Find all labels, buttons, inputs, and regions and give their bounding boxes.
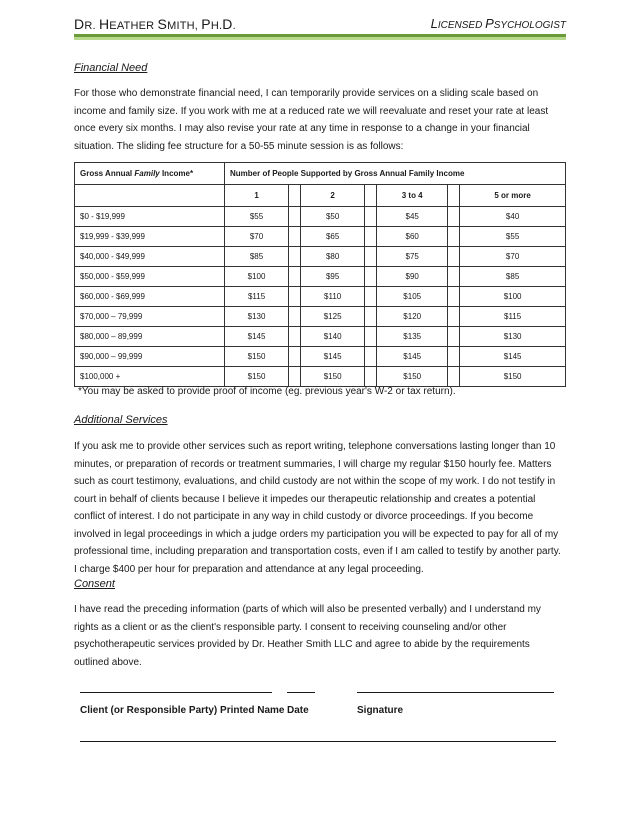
people-3: 3 to 4 [377, 185, 448, 207]
income-range: $70,000 – 79,999 [75, 307, 225, 327]
date-line[interactable] [287, 692, 315, 693]
table-row [75, 227, 566, 247]
financial-need-paragraph: For those who demonstrate financial need, I can temporarily provide services on a sliding scale based on income and family size. If you work with me at a reduced rate we will reevaluate and reset your rate at least once every six months. I may also revise your rate at any time in response to a change in your financial situation. The sliding fee structure for a 50-55 minute session is as follows: [74, 88, 549, 152]
name-initial-d: D [74, 16, 85, 32]
spacer-cell [448, 207, 460, 227]
table-row [75, 267, 566, 287]
consent-heading: Consent [74, 578, 115, 590]
doctor-name [74, 16, 236, 32]
fee-rows [75, 207, 566, 387]
fee-cell: $130 [225, 307, 289, 327]
name-part-h: H. [210, 20, 223, 32]
spacer-cell [365, 185, 377, 207]
people-column-header: Number of People Supported by Gross Annual Family Income [225, 163, 566, 185]
name-initial-h: H [98, 16, 110, 32]
income-header-italic: Family [134, 169, 160, 178]
spacer-cell [365, 227, 377, 247]
income-range: $19,999 - $39,999 [75, 227, 225, 247]
income-column-header [75, 163, 225, 185]
income-header-pre: Gross Annual [80, 169, 135, 178]
table-row [75, 347, 566, 367]
fee-cell: $55 [225, 207, 289, 227]
fee-cell: $120 [377, 307, 448, 327]
table-row [75, 207, 566, 227]
spacer-cell [289, 367, 301, 387]
printed-name-label: Client (or Responsible Party) Printed Name [80, 705, 285, 716]
table-row [75, 307, 566, 327]
fee-cell: $85 [225, 247, 289, 267]
name-part-eather: EATHER [109, 20, 158, 32]
spacer-cell [365, 307, 377, 327]
income-range: $100,000 + [75, 367, 225, 387]
fee-cell: $80 [301, 247, 365, 267]
name-part-dot: . [232, 20, 236, 32]
spacer-cell [448, 267, 460, 287]
fee-cell: $100 [225, 267, 289, 287]
fee-cell: $140 [301, 327, 365, 347]
signature-label: Signature [357, 705, 404, 716]
fee-cell: $150 [225, 367, 289, 387]
name-initial-p: P [201, 16, 211, 32]
printed-name-line[interactable] [80, 692, 272, 693]
date-label: Date [287, 705, 309, 716]
fee-cell: $135 [377, 327, 448, 347]
fee-cell: $125 [301, 307, 365, 327]
fee-cell: $150 [301, 367, 365, 387]
table-row [75, 247, 566, 267]
table-row [75, 287, 566, 307]
bottom-signature-line[interactable] [80, 741, 556, 742]
table-row [75, 367, 566, 387]
spacer-cell [365, 347, 377, 367]
title-part-icensed: ICENSED [437, 20, 486, 31]
spacer-cell [289, 267, 301, 287]
spacer-cell [365, 327, 377, 347]
additional-services-paragraph: If you ask me to provide other services such as report writing, telephone conversations lasting longer than 10 minutes, or preparation of records or treatment summaries, I will charge my regular $150 hourly fee. Matters such as court testimony, evaluations, and child custody are not within the scope of my work. I do not testify in court in behalf of clients because I believe it impedes our therapeutic relationship and creates a potential conflict of interest. I do not participate in any way in child custody or divorce proceedings. If you become involved in legal proceedings in which a judge orders my participation you will be expected to pay for all of my professional time, including preparation and transportation costs, even if I am called to testify by another party. I charge $400 per hour for preparation and attendance at any legal proceeding. [74, 441, 561, 575]
income-range: $60,000 - $69,999 [75, 287, 225, 307]
table-row [75, 327, 566, 347]
signature-line[interactable] [357, 692, 554, 693]
people-count-row [75, 185, 566, 207]
spacer-cell [448, 327, 460, 347]
consent-paragraph: I have read the preceding information (parts of which will also be presented verbally) and I understand my rights as a client or as the client's responsible party. I consent to receiving counseling and/or other psychotherapeutic services provided by Dr. Heather Smith LLC and agree to abide by the requirements outlined above. [74, 604, 541, 668]
spacer-cell [448, 185, 460, 207]
fee-cell: $145 [377, 347, 448, 367]
additional-services-heading: Additional Services [74, 414, 168, 426]
table-header-row [75, 163, 566, 185]
fee-cell: $115 [225, 287, 289, 307]
income-range: $50,000 - $59,999 [75, 267, 225, 287]
spacer-cell [289, 347, 301, 367]
fee-cell: $70 [460, 247, 566, 267]
name-part-mith: MITH, [167, 20, 202, 32]
fee-cell: $100 [460, 287, 566, 307]
spacer-cell [289, 307, 301, 327]
fee-cell: $45 [377, 207, 448, 227]
fee-cell: $50 [301, 207, 365, 227]
income-header-post: Income* [159, 169, 194, 178]
spacer-cell [289, 247, 301, 267]
fee-cell: $55 [460, 227, 566, 247]
income-range: $0 - $19,999 [75, 207, 225, 227]
title-part-sychologist: SYCHOLOGIST [493, 20, 566, 31]
fee-cell: $130 [460, 327, 566, 347]
fee-cell: $65 [301, 227, 365, 247]
income-range: $90,000 – 99,999 [75, 347, 225, 367]
spacer-cell [448, 347, 460, 367]
spacer-cell [289, 185, 301, 207]
sliding-fee-table [74, 162, 566, 387]
spacer-cell [365, 207, 377, 227]
letterhead [74, 14, 566, 34]
spacer-cell [365, 267, 377, 287]
spacer-cell [289, 327, 301, 347]
spacer-cell [448, 287, 460, 307]
people-1: 1 [225, 185, 289, 207]
fee-cell: $145 [460, 347, 566, 367]
spacer-cell [448, 227, 460, 247]
spacer-cell [365, 287, 377, 307]
fee-cell: $90 [377, 267, 448, 287]
title-initial-l: L [430, 16, 438, 31]
fee-cell: $150 [377, 367, 448, 387]
spacer-cell [365, 367, 377, 387]
doctor-title [431, 16, 566, 31]
people-4: 5 or more [460, 185, 566, 207]
spacer-cell [448, 367, 460, 387]
financial-need-heading: Financial Need [74, 62, 148, 74]
name-initial-d2: D [222, 16, 233, 32]
fee-cell: $40 [460, 207, 566, 227]
income-proof-note: *You may be asked to provide proof of income (eg. previous year's W-2 or tax return). [78, 386, 456, 397]
spacer-cell [448, 307, 460, 327]
empty-cell [75, 185, 225, 207]
fee-cell: $145 [301, 347, 365, 367]
income-range: $40,000 - $49,999 [75, 247, 225, 267]
income-range: $80,000 – 89,999 [75, 327, 225, 347]
title-initial-p: P [485, 16, 494, 31]
fee-cell: $75 [377, 247, 448, 267]
fee-cell: $110 [301, 287, 365, 307]
fee-cell: $115 [460, 307, 566, 327]
fee-cell: $145 [225, 327, 289, 347]
fee-cell: $60 [377, 227, 448, 247]
fee-cell: $85 [460, 267, 566, 287]
fee-cell: $150 [225, 347, 289, 367]
spacer-cell [448, 247, 460, 267]
spacer-cell [365, 247, 377, 267]
spacer-cell [289, 207, 301, 227]
header-rule-light [74, 37, 566, 40]
fee-cell: $150 [460, 367, 566, 387]
spacer-cell [289, 287, 301, 307]
fee-cell: $105 [377, 287, 448, 307]
fee-cell: $95 [301, 267, 365, 287]
name-part-r: R. [84, 20, 99, 32]
people-2: 2 [301, 185, 365, 207]
spacer-cell [289, 227, 301, 247]
fee-cell: $70 [225, 227, 289, 247]
name-initial-s: S [157, 16, 168, 32]
